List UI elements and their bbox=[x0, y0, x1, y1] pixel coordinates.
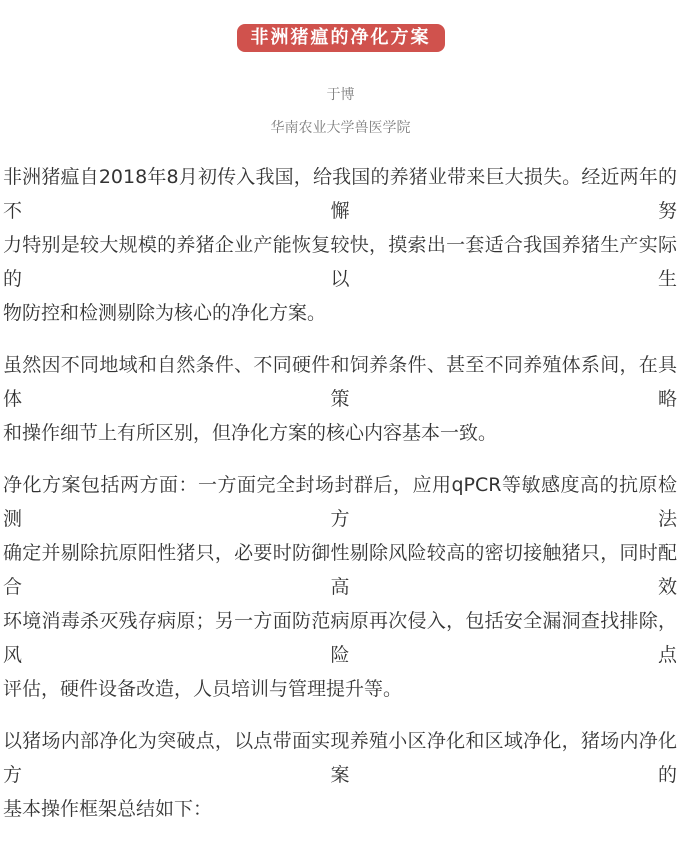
text-line: 和操作细节上有所区别，但净化方案的核心内容基本一致。 bbox=[3, 422, 498, 444]
text-line: 确定并剔除抗原阳性猪只，必要时防御性剔除风险较高的密切接触猪只，同时配合高效 bbox=[3, 542, 677, 598]
text-line: 非洲猪瘟自2018年8月初传入我国，给我国的养猪业带来巨大损失。经近两年的不懈努 bbox=[3, 166, 677, 222]
article-title: 非洲猪瘟的净化方案 bbox=[237, 24, 445, 52]
paragraph bbox=[3, 348, 677, 450]
text-line: 净化方案包括两方面：一方面完全封场封群后，应用qPCR等敏感度高的抗原检测方法 bbox=[3, 474, 677, 530]
text-line: 虽然因不同地域和自然条件、不同硬件和饲养条件、甚至不同养殖体系间，在具体策略 bbox=[3, 354, 677, 410]
paragraph bbox=[3, 468, 677, 706]
paragraph bbox=[3, 160, 677, 330]
text-line: 评估，硬件设备改造，人员培训与管理提升等。 bbox=[3, 678, 403, 700]
affiliation: 华南农业大学兽医学院 bbox=[270, 120, 411, 136]
text-line: 以猪场内部净化为突破点，以点带面实现养殖小区净化和区域净化，猪场内净化方案的 bbox=[3, 730, 677, 786]
text-line: 基本操作框架总结如下： bbox=[3, 798, 213, 820]
text-line: 物防控和检测剔除为核心的净化方案。 bbox=[3, 302, 327, 324]
text-line: 环境消毒杀灭残存病原；另一方面防范病原再次侵入，包括安全漏洞查找排除，风险点 bbox=[3, 610, 677, 666]
article-body bbox=[0, 160, 681, 826]
author: 于博 bbox=[326, 87, 355, 103]
paragraph bbox=[3, 724, 677, 826]
title-banner bbox=[0, 0, 681, 54]
text-line: 力特别是较大规模的养猪企业产能恢复较快，摸索出一套适合我国养猪生产实际的以生 bbox=[3, 234, 677, 290]
